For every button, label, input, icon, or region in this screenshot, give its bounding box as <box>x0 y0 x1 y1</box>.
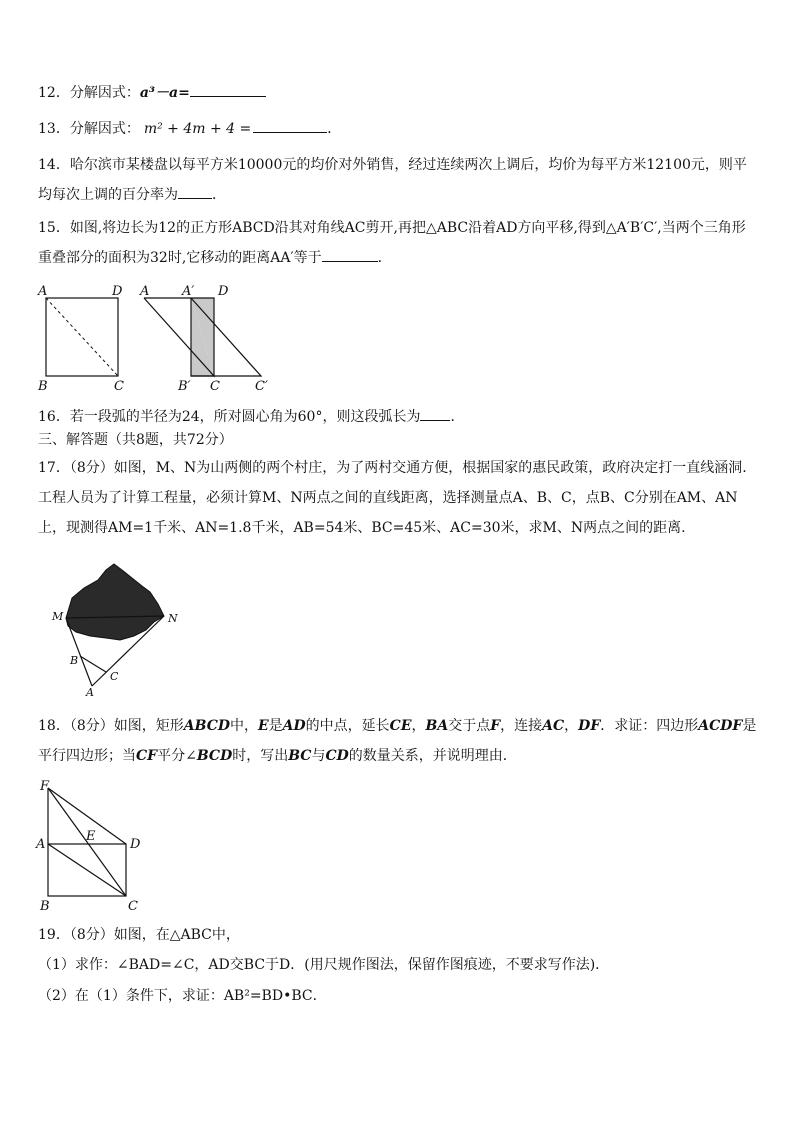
label-a-prime: A′ <box>182 284 195 299</box>
q13-expression: m² + 4m + 4 = <box>143 121 252 137</box>
question-19-part2: （2）在（1）条件下，求证：AB²=BD•BC． <box>38 988 327 1004</box>
q12-prefix: 12．分解因式： <box>38 85 140 101</box>
question-13 <box>38 118 341 139</box>
q13-answer-blank[interactable] <box>253 118 327 133</box>
segment-ac <box>48 844 126 896</box>
label-a: A <box>38 284 48 299</box>
q13-prefix: 13．分解因式： <box>38 121 140 137</box>
q16-suffix: ． <box>450 409 465 425</box>
label-c: C <box>128 899 138 914</box>
label-b: B <box>70 654 79 667</box>
q14-answer-blank[interactable] <box>178 184 212 199</box>
label-e: E <box>86 829 96 844</box>
question-19-line1: 19．（8分）如图，在△ABC中， <box>38 927 240 943</box>
q16-text: 16．若一段弧的半径为24，所对圆心角为60°，则这段弧长为 <box>38 409 421 425</box>
diagonal-ac <box>46 298 118 376</box>
q15-text: 15．如图,将边长为12的正方形ABCD沿其对角线AC剪开,再把△ABC沿着AD方向平移,得到△A′B′C′,当两个三角形重叠部分的面积为32时,它移动的距离AA′等于 <box>38 220 746 266</box>
label-a: A <box>86 686 94 699</box>
question-12 <box>38 82 266 103</box>
q12-expression: a³－a= <box>139 85 190 101</box>
q14-text: 14．哈尔滨市某楼盘以每平方米10000元的均价对外销售，经过连续两次上调后，均价为每平方米12100元，则平均每次上调的百分率为 <box>38 157 747 203</box>
label-d: D <box>112 284 123 299</box>
q13-suffix: ． <box>327 121 342 137</box>
q16-answer-blank[interactable] <box>420 406 450 421</box>
q15-figure <box>36 280 286 392</box>
q15-answer-blank[interactable] <box>322 247 378 262</box>
question-17: 17．（8分）如图，M、N为山两侧的两个村庄，为了两村交通方便，根据国家的惠民政策，政府决定打一直线涵洞.工程人员为了计算工程量，必须计算M、N两点之间的直线距离，选择测量点A、B、C，点B、C分别在AM、AN上，现测得AM=1千米、AN=1.8千米，AB=54米、BC=45米、AC=30米，求M、N两点之间的距离. <box>38 460 747 536</box>
question-19-part1: （1）求作：∠BAD=∠C，AD交BC于D．(用尺规作图法，保留作图痕迹，不要求写作法)． <box>38 957 610 973</box>
label-c2: C <box>210 379 220 394</box>
q17-figure <box>50 558 190 698</box>
label-b-prime: B′ <box>178 379 191 394</box>
question-16 <box>38 406 464 427</box>
label-d: D <box>130 837 141 852</box>
label-d2: D <box>218 284 229 299</box>
mountain-shape <box>66 564 164 640</box>
label-b: B <box>38 379 48 394</box>
label-m: M <box>52 610 64 623</box>
label-n: N <box>168 612 178 625</box>
q14-suffix: ． <box>212 187 226 203</box>
label-b: B <box>40 899 50 914</box>
label-c-prime: C′ <box>255 379 268 394</box>
section-title: 三、解答题（共8题，共72分） <box>38 432 233 448</box>
q12-answer-blank[interactable] <box>190 82 266 97</box>
label-a2: A <box>140 284 150 299</box>
label-c: C <box>110 670 119 683</box>
label-f: F <box>40 779 50 794</box>
question-14 <box>38 150 758 210</box>
q18-figure <box>36 776 156 912</box>
question-18: 18．（8分）如图，矩形ABCD中，E是AD的中点，延长CE，BA交于点F，连接AC，DF．求证：四边形ACDF是平行四边形；当CF平分∠BCD时，写出BC与CD的数量关系，并说明理由． <box>38 718 757 764</box>
label-a: A <box>36 837 46 852</box>
label-c: C <box>114 379 124 394</box>
q15-suffix: ． <box>377 250 392 266</box>
question-15 <box>38 213 758 273</box>
